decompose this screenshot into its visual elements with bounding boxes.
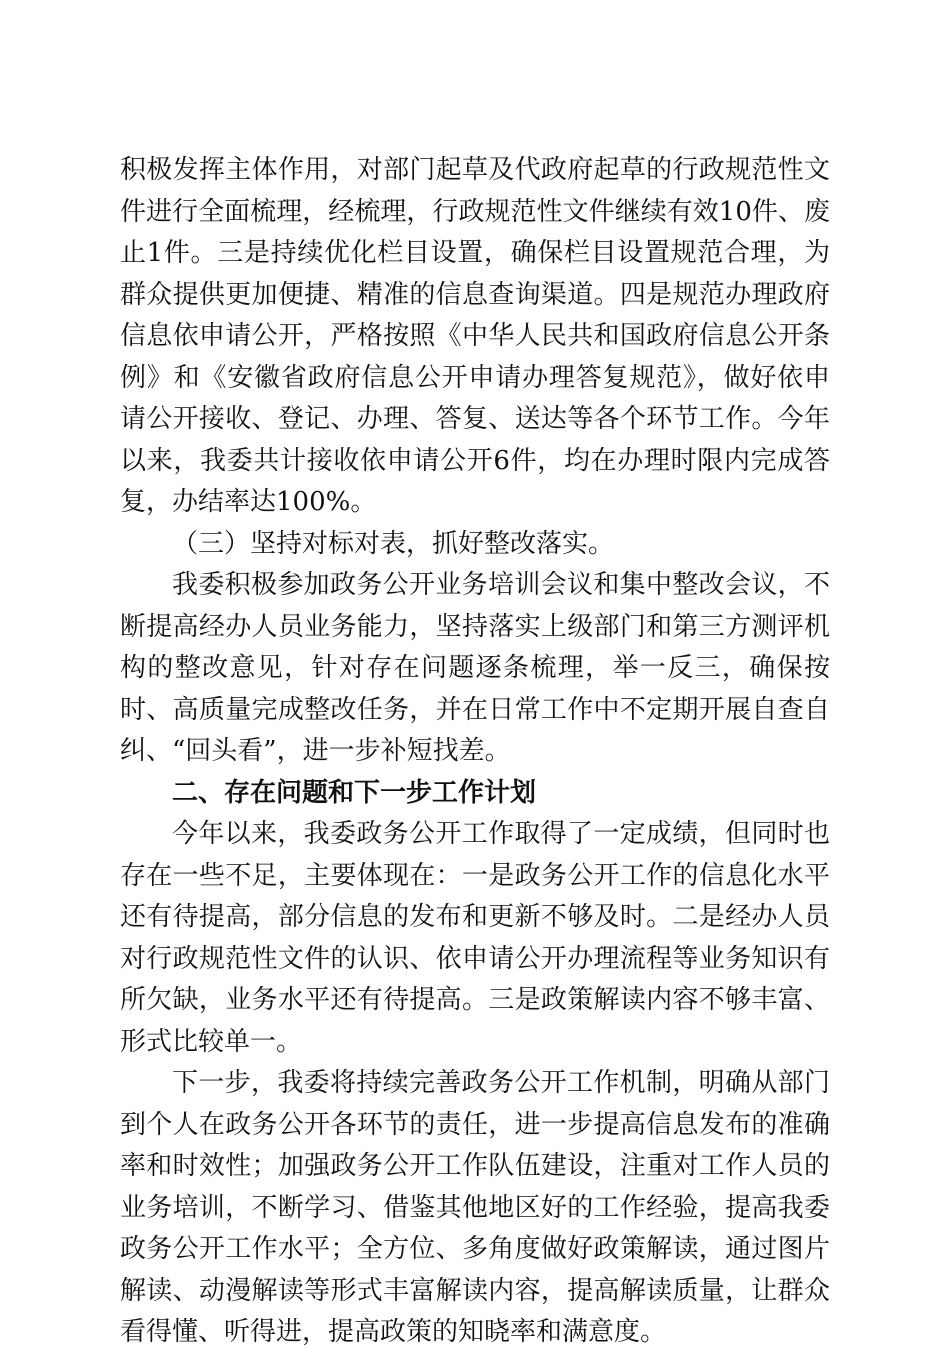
body-paragraph-next-steps: 下一步，我委将持续完善政务公开工作机制，明确从部门到个人在政务公开各环节的责任，进一步提高信息发布的准确率和时效性；加强政务公开工作队伍建设，注重对工作人员的业务培训，不断学习、借鉴其他地区好的工作经验，提高我委政务公开工作水平；全方位、多角度做好政策解读，通过图片解读、动漫解读等形式丰富解读内容，提高解读质量，让群众看得懂、听得进，提高政策的知晓率和满意度。 xyxy=(120,1068,830,1347)
body-paragraph-problems: 今年以来，我委政务公开工作取得了一定成绩，但同时也存在一些不足，主要体现在：一是政务公开工作的信息化水平还有待提高，部分信息的发布和更新不够及时。二是经办人员对行政规范性文件的认识、依申请公开办理流程等业务知识有所欠缺，业务水平还有待提高。三是政策解读内容不够丰富、形式比较单一。 xyxy=(120,819,830,1057)
body-paragraph-rectification: 我委积极参加政务公开业务培训会议和集中整改会议，不断提高经办人员业务能力，坚持落实上级部门和第三方测评机构的整改意见，针对存在问题逐条梳理，举一反三，确保按时、高质量完成整改任务，并在日常工作中不定期开展自查自纠、“回头看”，进一步补短找差。 xyxy=(120,570,830,766)
document-page xyxy=(120,150,830,1354)
section-heading: 二、存在问题和下一步工作计划 xyxy=(172,777,537,808)
body-paragraph-continued: 积极发挥主体作用，对部门起草及代政府起草的行政规范性文件进行全面梳理，经梳理，行政规范性文件继续有效10件、废止1件。三是持续优化栏目设置，确保栏目设置规范合理，为群众提供更加便捷、精准的信息查询渠道。四是规范办理政府信息依申请公开，严格按照《中华人民共和国政府信息公开条例》和《安徽省政府信息公开申请办理答复规范》，做好依申请公开接收、登记、办理、答复、送达等各个环节工作。今年以来，我委共计接收依申请公开6件，均在办理时限内完成答复，办结率达100%。 xyxy=(120,155,830,517)
subsection-heading: （三）坚持对标对表，抓好整改落实。 xyxy=(172,528,615,559)
